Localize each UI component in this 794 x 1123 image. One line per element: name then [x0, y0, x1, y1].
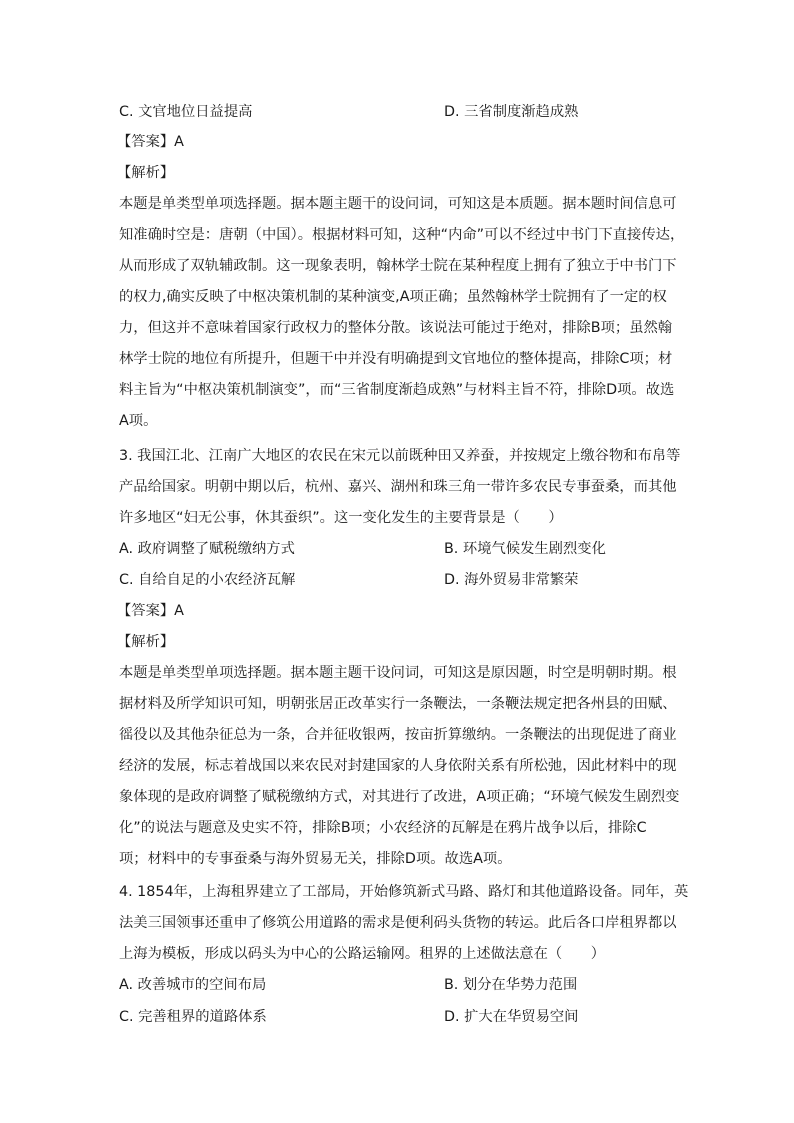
q3-answer: 【答案】A: [117, 603, 184, 619]
q2-analysis-tag: 【解析】: [117, 165, 175, 181]
q2-analysis-line: A项。: [119, 413, 158, 429]
q3-analysis-line: 据材料及所学知识可知，明朝张居正改革实行一条鞭法，一条鞭法规定把各州县的田赋、: [119, 696, 677, 712]
q3-analysis-line: 本题是单类型单项选择题。据本题主题干设问词，可知这是原因题，时空是明朝时期。根: [119, 665, 677, 681]
q2-analysis-line: 知准确时空是：唐朝（中国）。根据材料可知，这种“内命”可以不经过中书门下直接传达，: [119, 227, 685, 243]
q4-option-d: D. 扩大在华贸易空间: [444, 1009, 579, 1025]
q3-analysis-line: 徭役以及其他杂征总为一条，合并征收银两，按亩折算缴纳。一条鞭法的出现促进了商业: [119, 727, 677, 743]
q2-analysis-line: 料主旨为“中枢决策机制演变”，而“三省制度渐趋成熟”与材料主旨不符，排除D项。故选: [119, 382, 675, 398]
q2-option-d: D. 三省制度渐趋成熟: [444, 104, 579, 120]
q2-answer: 【答案】A: [117, 134, 184, 150]
q3-analysis-line: 象体现的是政府调整了赋税缴纳方式，对其进行了改进，A项正确；“环境气候发生剧烈变: [119, 789, 680, 805]
q3-analysis-line: 经济的发展，标志着战国以来农民对封建国家的人身依附关系有所松弛，因此材料中的现: [119, 758, 677, 774]
q4-stem-line: 法美三国领事还重申了修筑公用道路的需求是便利码头货物的转运。此后各口岸租界都以: [119, 915, 677, 931]
q3-stem-line: 许多地区“妇无公事，休其蚕织”。这一变化发生的主要背景是（ ）: [119, 510, 563, 526]
q2-option-c: C. 文官地位日益提高: [119, 104, 253, 120]
q3-analysis-line: 化”的说法与题意及史实不符，排除B项；小农经济的瓦解是在鸦片战争以后，排除C: [119, 820, 647, 836]
q3-option-d: D. 海外贸易非常繁荣: [444, 572, 579, 588]
q3-analysis-line: 项；材料中的专事蚕桑与海外贸易无关，排除D项。故选A项。: [119, 851, 512, 867]
q3-option-b: B. 环境气候发生剧烈变化: [444, 541, 606, 557]
q3-analysis-tag: 【解析】: [117, 634, 175, 650]
q2-analysis-line: 林学士院的地位有所提升，但题干中并没有明确提到文官地位的整体提高，排除C项；材: [119, 351, 673, 367]
q3-option-c: C. 自给自足的小农经济瓦解: [119, 572, 296, 588]
q4-stem-line: 4. 1854年，上海租界建立了工部局，开始修筑新式马路、路灯和其他道路设备。同年，英: [119, 884, 689, 900]
q2-analysis-line: 从而形成了双轨辅政制。这一现象表明，翰林学士院在某种程度上拥有了独立于中书门下: [119, 258, 677, 274]
q3-stem-line: 产品给国家。明朝中期以后，杭州、嘉兴、湖州和珠三角一带许多农民专事蚕桑，而其他: [119, 479, 677, 495]
q3-stem-line: 3. 我国江北、江南广大地区的农民在宋元以前既种田又养蚕，并按规定上缴谷物和布帛等: [119, 448, 681, 464]
q2-analysis-line: 的权力,确实反映了中枢决策机制的某种演变,A项正确；虽然翰林学士院拥有了一定的权: [119, 289, 667, 305]
q4-option-c: C. 完善租界的道路体系: [119, 1009, 267, 1025]
q2-analysis-line: 本题是单类型单项选择题。据本题主题干的设问词，可知这是本质题。据本题时间信息可: [119, 196, 677, 212]
q4-option-a: A. 改善城市的空间布局: [119, 977, 267, 993]
q4-stem-line: 上海为模板，形成以码头为中心的公路运输网。租界的上述做法意在（ ）: [119, 946, 606, 962]
q4-option-b: B. 划分在华势力范围: [444, 977, 578, 993]
q3-option-a: A. 政府调整了赋税缴纳方式: [119, 541, 295, 557]
q2-analysis-line: 力，但这并不意味着国家行政权力的整体分散。该说法可能过于绝对，排除B项；虽然翰: [119, 320, 673, 336]
